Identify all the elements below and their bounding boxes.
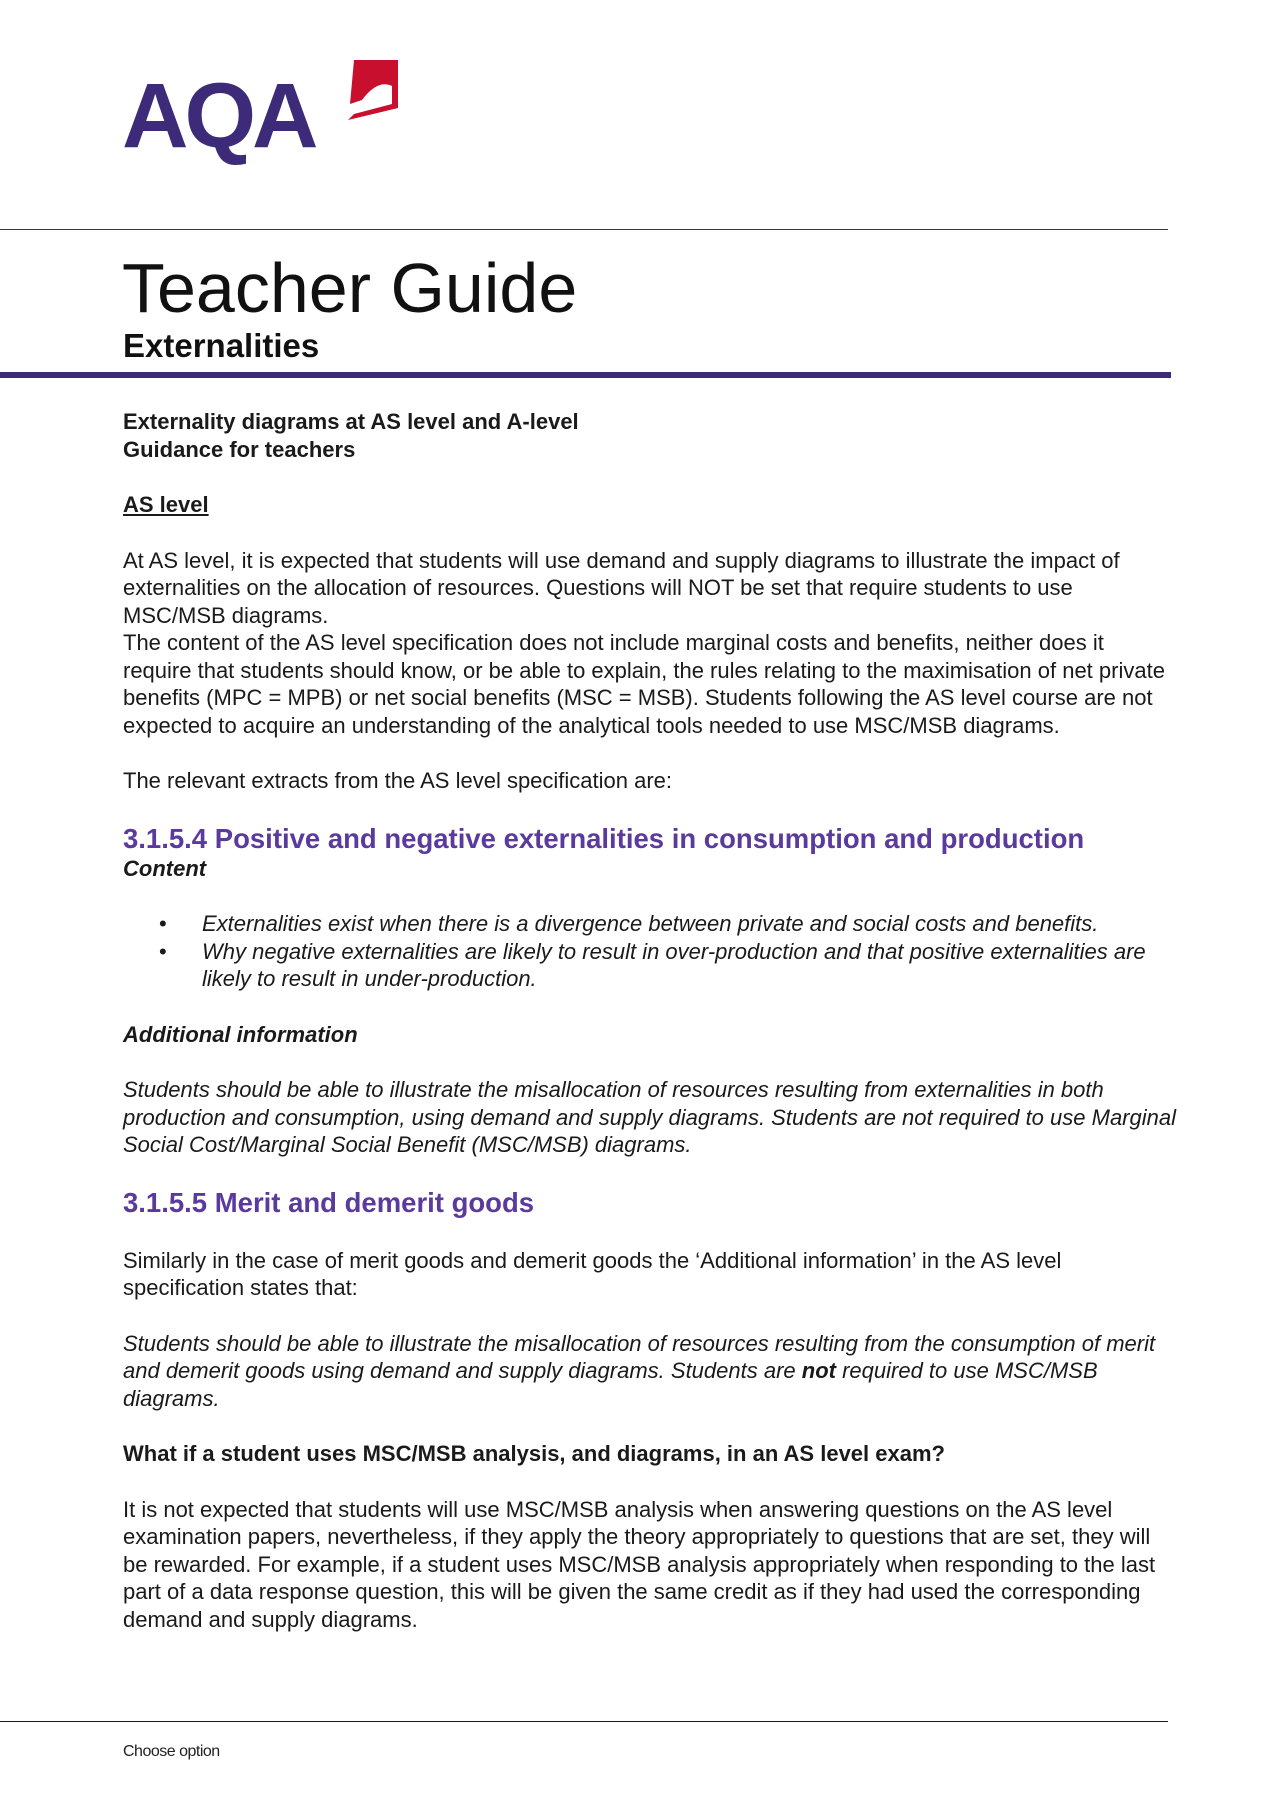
aqa-logo: [122, 60, 402, 167]
content-bullet-list: [123, 910, 1178, 993]
additional-info-label: Additional information: [123, 1021, 358, 1047]
as-level-heading: AS level: [123, 492, 209, 517]
title-rule: [0, 372, 1171, 378]
content-label: Content: [123, 855, 207, 881]
logo-mark-icon: [340, 60, 400, 122]
quote-emphasis: not: [801, 1358, 836, 1383]
list-item: • Why negative externalities are likely to result in over-production and that positive externalities are likely to result in under-production.: [202, 938, 1178, 993]
extracts-intro: The relevant extracts from the AS level specification are:: [123, 768, 673, 793]
answer-paragraph: It is not expected that students will use MSC/MSB analysis when answering questions on the AS level examination papers, nevertheless, if they apply the theory appropriately to questions that are set, they will be rewarded. For example, if a student uses MSC/MSB analysis appropriately when responding to the last part of a data response question, this will be given the same credit as if they had used the corresponding demand and supply diagrams.: [123, 1496, 1156, 1632]
intro-paragraph-1: At AS level, it is expected that students will use demand and supply diagrams to illustrate the impact of externalities on the allocation of resources. Questions will NOT be set that require students to use MSC/MSB diagrams.: [123, 547, 1120, 628]
intro-paragraph-2: The content of the AS level specification does not include marginal costs and benefits, neither does it require that students should know, or be able to explain, the rules relating to the maximisation of net private benefits (MPC = MPB) or net social benefits (MSC = MSB). Students following the AS level course are not expected to acquire an understanding of the analytical tools needed to use MSC/MSB diagrams.: [123, 630, 1165, 738]
logo-text: AQA: [122, 65, 315, 167]
footer-rule: [0, 1721, 1168, 1722]
list-item: • Externalities exist when there is a divergence between private and social costs and benefits.: [202, 910, 1178, 938]
page-subtitle: Externalities: [123, 327, 320, 364]
doc-heading-line-1: Externality diagrams at AS level and A-level: [123, 409, 579, 434]
quote-text-end: required to use MSC/MSB diagrams.: [123, 1358, 1098, 1411]
document-body: [123, 408, 1178, 1633]
question-heading: What if a student uses MSC/MSB analysis, and diagrams, in an AS level exam?: [123, 1441, 945, 1466]
page-title: Teacher Guide: [122, 249, 578, 327]
section-heading-3154: 3.1.5.4 Positive and negative externalities in consumption and production: [123, 822, 1085, 854]
additional-info-text: Students should be able to illustrate the misallocation of resources resulting from externalities in both production and consumption, using demand and supply diagrams. Students are not required to use Marginal Social Cost/Marginal Social Benefit (MSC/MSB) diagrams.: [123, 1077, 1176, 1157]
header-rule: [0, 229, 1168, 230]
quote-text-start: Students should be able to illustrate the misallocation of resources resulting from the consumption of merit and demerit goods using demand and supply diagrams. Students are: [123, 1330, 1156, 1383]
merit-goods-quote: [123, 1330, 1178, 1413]
footer-text: Choose option: [123, 1743, 220, 1760]
merit-goods-intro: Similarly in the case of merit goods and demerit goods the ‘Additional information’ in the AS level specification states that:: [123, 1247, 1062, 1300]
doc-heading-line-2: Guidance for teachers: [123, 436, 356, 462]
section-heading-3155: 3.1.5.5 Merit and demerit goods: [123, 1186, 535, 1218]
